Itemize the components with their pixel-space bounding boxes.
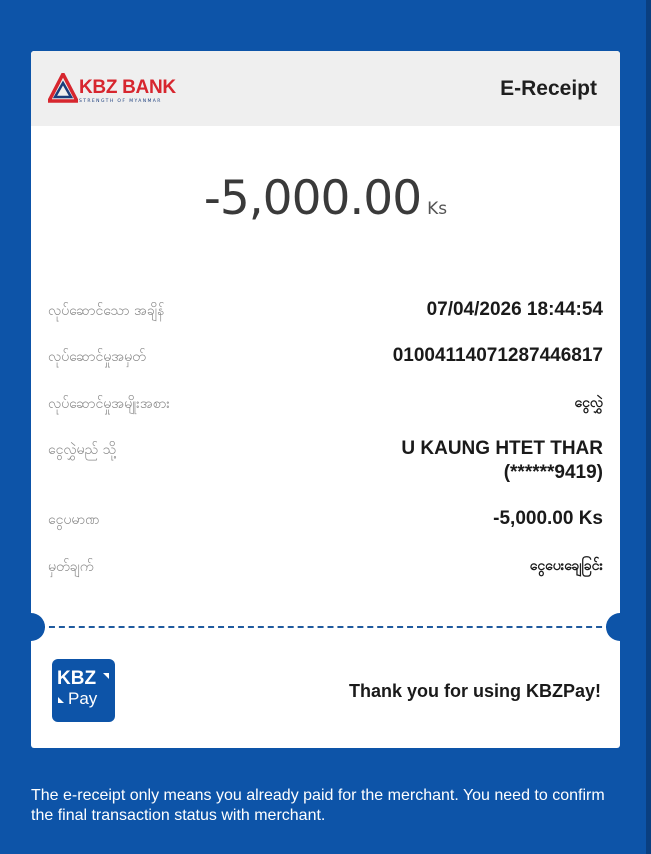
recipient-name: U KAUNG HTET THAR (401, 438, 603, 459)
transaction-id: 01004114071287446817 (392, 345, 603, 366)
logo-corner-icon (103, 673, 109, 679)
page-title: E-Receipt (500, 77, 597, 100)
detail-label: ငွေပမာဏ (48, 512, 100, 528)
kbzpay-logo-text: KBZ (57, 668, 97, 689)
transaction-time: 07/04/2026 18:44:54 (426, 299, 603, 320)
kbz-bank-logo (48, 73, 188, 107)
detail-label: လုပ်ဆောင်သော အချိန် (48, 303, 165, 319)
thank-you-message: Thank you for using KBZPay! (348, 681, 601, 701)
amount-display (31, 171, 620, 226)
transaction-note: ငွေပေးချေခြင်း (529, 558, 603, 574)
recipient-account: (******9419) (503, 462, 603, 483)
detail-label: လုပ်ဆောင်မှုအမှတ် (48, 349, 146, 365)
kbzpay-logo (52, 659, 115, 722)
receipt-header (31, 51, 620, 126)
kbzpay-logo-subtext: Pay (68, 689, 98, 708)
detail-label: ငွေလွှဲမည် သို့ (48, 442, 117, 458)
amount-unit: Ks (427, 199, 448, 219)
detail-amount: -5,000.00 Ks (493, 508, 603, 529)
receipt-card (31, 51, 620, 748)
logo-corner-icon (58, 697, 64, 703)
kbz-triangle-icon (48, 73, 78, 103)
detail-label: မှတ်ချက် (48, 559, 94, 575)
ticket-notch-left (31, 613, 45, 641)
receipt-disclaimer: The e-receipt only means you already paid for the merchant. You need to confirm the final transaction status with merchant. (31, 787, 605, 824)
ticket-notch-right (606, 613, 620, 641)
screen-edge (646, 0, 651, 854)
detail-label: လုပ်ဆောင်မှုအမျိုးအစား (48, 396, 170, 412)
bank-tagline: STRENGTH OF MYANMAR (79, 99, 162, 104)
dashed-divider (39, 626, 612, 628)
bank-name: KBZ BANK (79, 77, 176, 98)
transaction-type: ငွေလွှဲ (574, 395, 603, 411)
amount-value: -5,000.00 (203, 171, 422, 226)
